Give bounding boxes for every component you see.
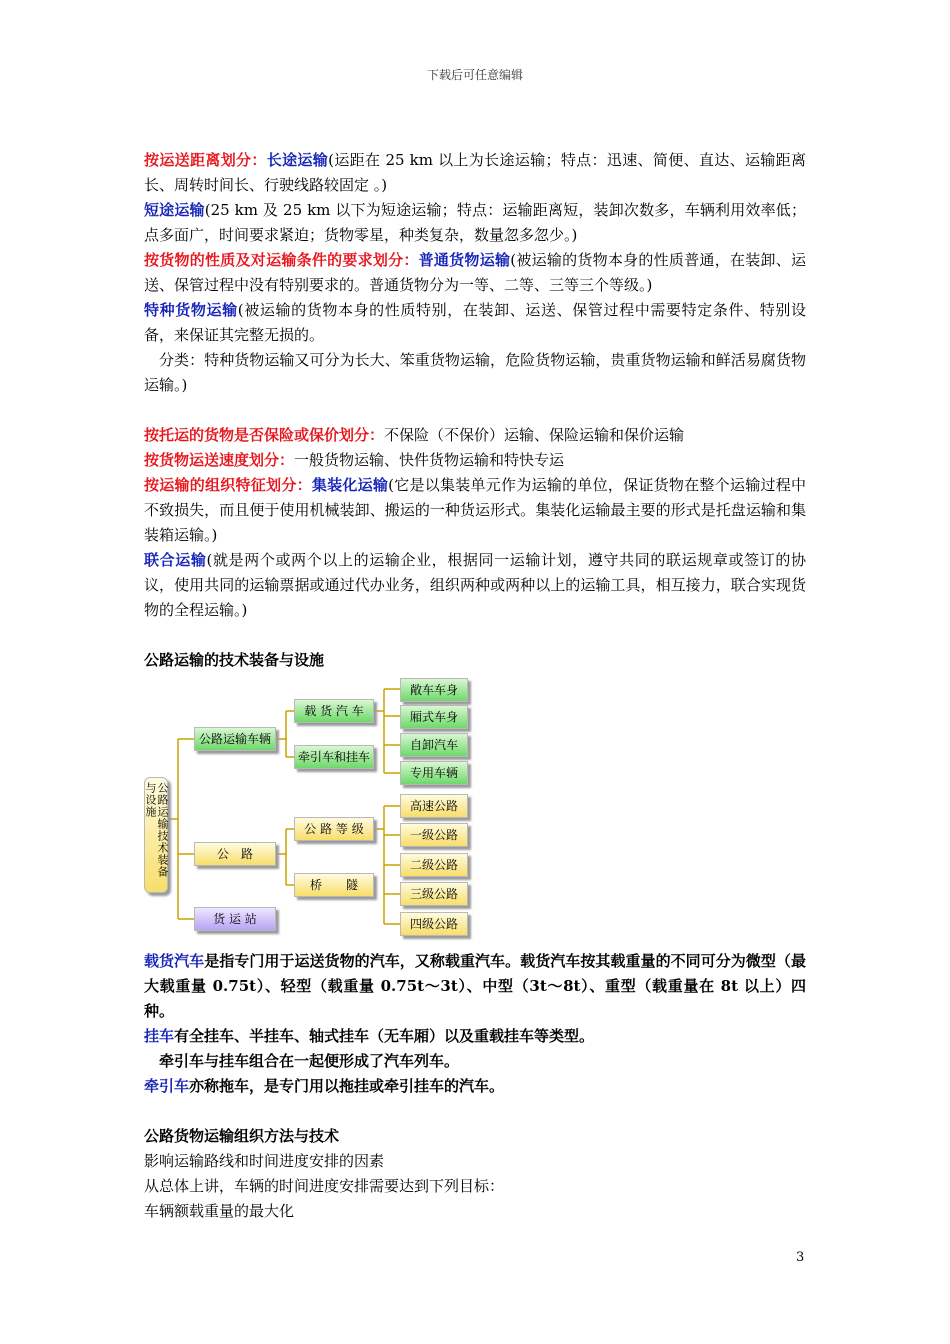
equipment-diagram xyxy=(144,679,806,949)
text-line: 从总体上讲，车辆的时间进度安排需要达到下列目标： xyxy=(144,1177,505,1195)
paragraph-text: 亦称拖车，是专门用以拖挂或牵引挂车的汽车。 xyxy=(189,1077,505,1095)
text-line: 车辆额载重量的最大化 xyxy=(144,1202,295,1220)
bridge-tunnel-node: 桥 隧 xyxy=(294,873,374,897)
truck-node: 载 货 汽 车 xyxy=(294,699,374,723)
document-body xyxy=(144,148,806,1224)
paragraph-organization xyxy=(144,473,806,548)
grade4-node: 四级公路 xyxy=(400,912,468,936)
freight-station-node: 货 运 站 xyxy=(194,907,276,931)
paragraph-road-train: 牵引车与挂车组合在一起便形成了汽车列车。 xyxy=(159,1052,460,1070)
dump-truck-node: 自卸汽车 xyxy=(400,733,468,757)
category-label: 按运输的组织特征划分： xyxy=(144,476,312,494)
paragraph-text: 有全挂车、半挂车、轴式挂车（无车厢）以及重载挂车等类型。 xyxy=(174,1027,595,1045)
paragraph-trailer xyxy=(144,1024,806,1049)
term: 牵引车 xyxy=(144,1077,190,1095)
grade2-node: 二级公路 xyxy=(400,853,468,877)
paragraph-text: (被运输的货物本身的性质普通，在装卸、运送、保管过程中没有特别要求的。普通货物分为一等、二等、三等三个等级。) xyxy=(144,251,806,294)
paragraph-distance xyxy=(144,148,806,198)
vehicles-node: 公路运输车辆 xyxy=(194,727,276,751)
paragraph-cargo-nature xyxy=(144,248,806,298)
category-label: 按托运的货物是否保险或保价划分： xyxy=(144,426,385,444)
open-body-node: 敞车车身 xyxy=(400,678,468,702)
page-header: 下载后可任意编辑 xyxy=(426,68,523,82)
paragraph-insurance xyxy=(144,423,806,448)
van-body-node: 厢式车身 xyxy=(400,705,468,729)
paragraph-text: (它是以集装单元作为运输的单位，保证货物在整个运输过程中不致损失，而且便于使用机械装卸、搬运的一种货运形式。集装化运输最主要的形式是托盘运输和集装箱运输。) xyxy=(144,476,806,544)
page-number: 3 xyxy=(796,1250,805,1265)
paragraph-intermodal xyxy=(144,548,806,623)
category-label: 按运送距离划分： xyxy=(144,151,267,169)
paragraph-special-cargo xyxy=(144,298,806,348)
section-title: 公路货物运输组织方法与技术 xyxy=(144,1127,340,1145)
road-node: 公 路 xyxy=(194,842,276,866)
paragraph-text: (被运输的货物本身的性质特别，在装卸、运送、保管过程中需要特定条件、特别设备，来保证其完整无损的。 xyxy=(144,301,806,344)
term: 特种货物运输 xyxy=(144,301,238,319)
paragraph-classification: 分类：特种货物运输又可分为长大、笨重货物运输，危险货物运输，贵重货物运输和鲜活易腐货物运输。) xyxy=(144,351,806,394)
paragraph-short-haul xyxy=(144,198,806,248)
grade3-node: 三级公路 xyxy=(400,882,468,906)
section-title: 公路运输的技术装备与设施 xyxy=(144,651,325,669)
paragraph-text: 不保险（不保价）运输、保险运输和保价运输 xyxy=(384,426,685,444)
term: 长途运输 xyxy=(266,151,329,169)
paragraph-text: 一般货物运输、快件货物运输和特快专运 xyxy=(294,451,565,469)
term: 载货汽车 xyxy=(144,952,205,970)
term: 短途运输 xyxy=(144,201,205,219)
root-node: 公路运输技术装备与设施 xyxy=(144,777,168,893)
term: 普通货物运输 xyxy=(418,251,511,269)
text-line: 影响运输路线和时间进度安排的因素 xyxy=(144,1152,385,1170)
paragraph-tractor xyxy=(144,1074,806,1099)
paragraph-text: 是指专门用于运送货物的汽车，又称载重汽车。载货汽车按其载重量的不同可分为微型（最大载重量 0.75t）、轻型（载重量 0.75t～3t）、中型（3t～8t）、重型（载重量在 8t 以上）四种。 xyxy=(144,952,806,1020)
paragraph-text: (运距在 25 km 以上为长途运输；特点：迅速、简便、直达、运输距离长、周转时间长、行驶线路较固定 。) xyxy=(144,151,806,194)
paragraph-text: (就是两个或两个以上的运输企业，根据同一运输计划，遵守共同的联运规章或签订的协议，使用共同的运输票据或通过代办业务，组织两种或两种以上的运输工具，相互接力，联合实现货物的全程运输。) xyxy=(144,551,806,619)
expressway-node: 高速公路 xyxy=(400,794,468,818)
paragraph-speed xyxy=(144,448,806,473)
paragraph-text: (25 km 及 25 km 以下为短途运输；特点：运输距离短，装卸次数多，车辆利用效率低；点多面广，时间要求紧迫；货物零星，种类复杂，数量忽多忽少。) xyxy=(144,201,806,244)
special-vehicle-node: 专用车辆 xyxy=(400,761,468,785)
road-grade-node: 公 路 等 级 xyxy=(294,817,374,841)
grade1-node: 一级公路 xyxy=(400,823,468,847)
term: 集装化运输 xyxy=(311,476,389,494)
tractor-node: 牵引车和挂车 xyxy=(294,745,374,769)
term: 联合运输 xyxy=(144,551,207,569)
category-label: 按货物运送速度划分： xyxy=(144,451,295,469)
term: 挂车 xyxy=(144,1027,175,1045)
paragraph-truck xyxy=(144,949,806,1024)
category-label: 按货物的性质及对运输条件的要求划分： xyxy=(144,251,419,269)
